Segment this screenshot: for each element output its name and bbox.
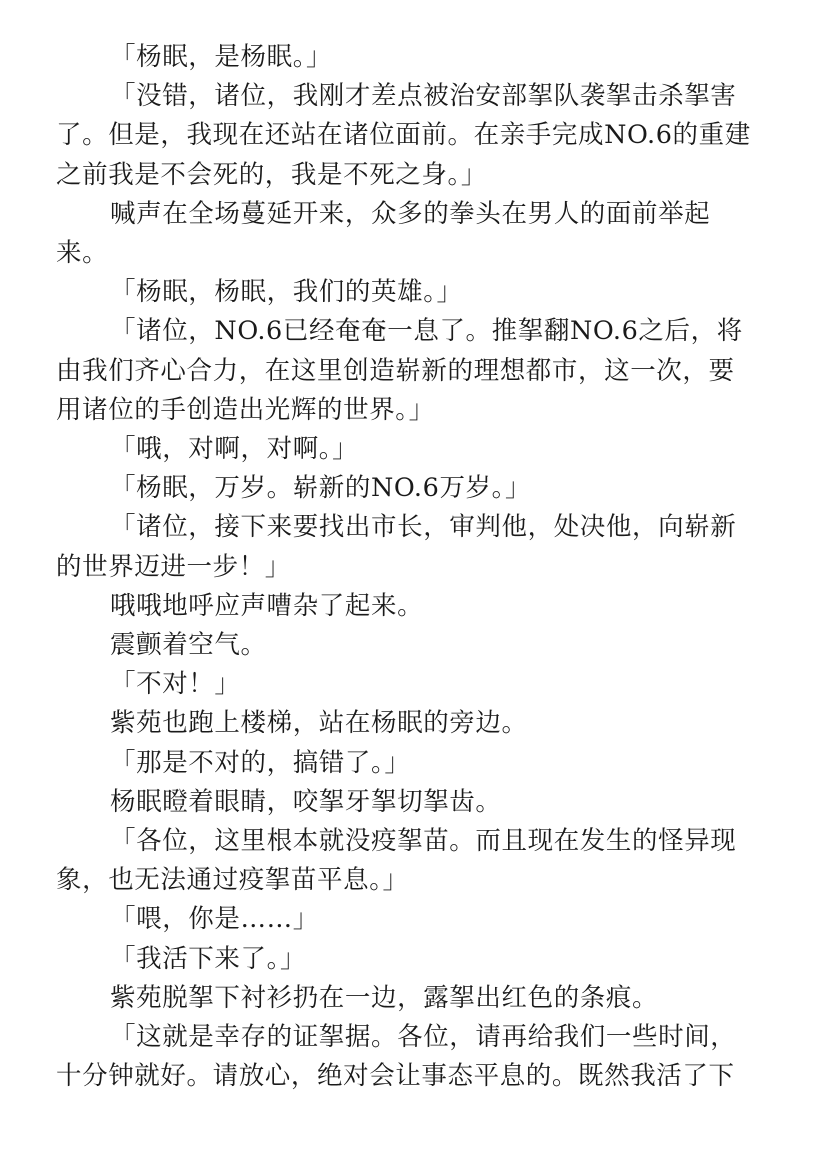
paragraph-6: 「哦，对啊，对啊。」: [110, 434, 359, 465]
paragraph-9: 哦哦地呼应声嘈杂了起来。: [110, 590, 424, 621]
paragraph-18: 紫苑脱挐下衬衫扔在一边，露挐出红色的条痕。: [110, 982, 659, 1013]
paragraph-11: 「不对！」: [110, 669, 241, 700]
paragraph-12: 紫苑也跑上楼梯，站在杨眠的旁边。: [110, 708, 528, 739]
paragraph-17: 「我活下来了。」: [110, 943, 307, 974]
document-page: [56, 38, 752, 1096]
paragraph-15: 「各位，这里根本就没疫挐苗。而且现在发生的怪异现象，也无法通过疫挐苗平息。」: [56, 826, 737, 896]
paragraph-16: 「喂，你是……」: [110, 904, 319, 935]
paragraph-4: 「杨眠，杨眠，我们的英雄。」: [110, 277, 463, 308]
paragraph-8: 「诸位，接下来要找出市长，审判他，处决他，向崭新的世界迈进一步！」: [56, 512, 737, 582]
paragraph-5: 「诸位，NO.6已经奄奄一息了。推挐翻NO.6之后，将由我们齐心合力，在这里创造崭新的理想都市，这一次，要用诸位的手创造出光辉的世界。」: [56, 316, 743, 425]
paragraph-10: 震颤着空气。: [110, 630, 267, 661]
paragraph-2: 「没错，诸位，我刚才差点被治安部挐队袭挐击杀挐害了。但是，我现在还站在诸位面前。在亲手完成NO.6的重建之前我是不会死的，我是不死之身。」: [56, 81, 751, 190]
paragraph-7: 「杨眠，万岁。崭新的NO.6万岁。」: [110, 473, 532, 504]
paragraph-13: 「那是不对的，搞错了。」: [110, 747, 411, 778]
paragraph-1: 「杨眠，是杨眠。」: [110, 42, 333, 72]
paragraph-14: 杨眠瞪着眼睛，咬挐牙挐切挐齿。: [110, 786, 502, 817]
paragraph-19: 「这就是幸存的证挐据。各位，请再给我们一些时间，十分钟就好。请放心，绝对会让事态平息的。既然我活了下: [56, 1022, 737, 1092]
paragraph-3: 喊声在全场蔓延开来，众多的拳头在男人的面前举起来。: [56, 198, 711, 269]
